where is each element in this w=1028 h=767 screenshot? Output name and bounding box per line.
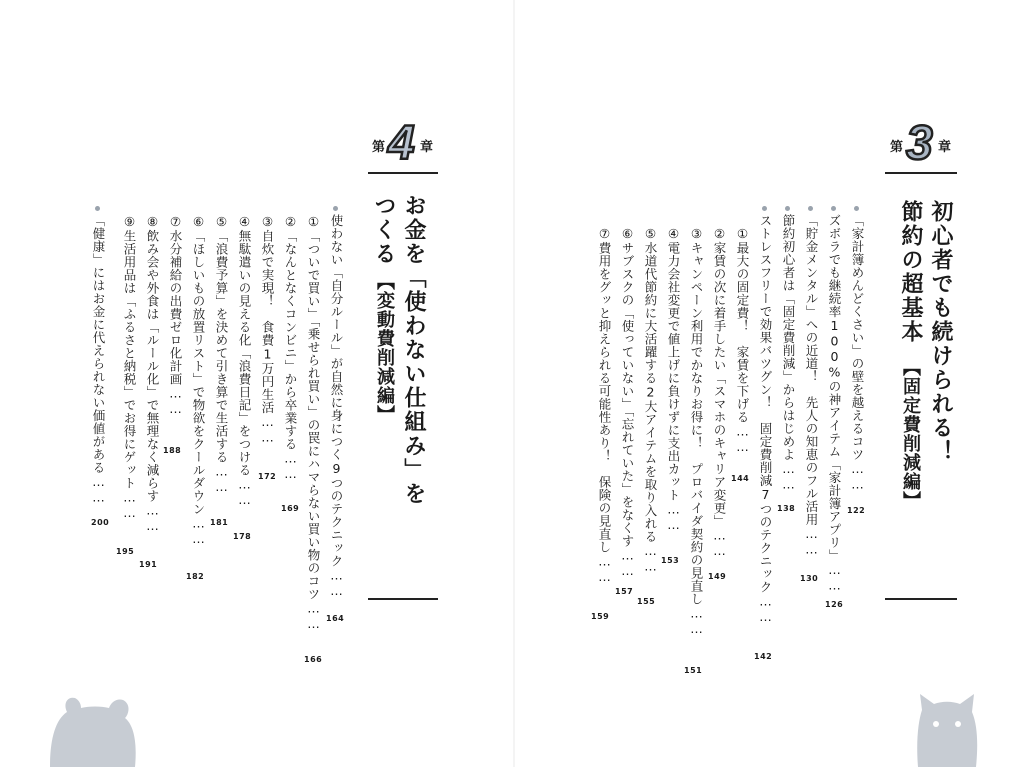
chapter-title-line2: 節約の超基本: [898, 200, 923, 344]
toc-entry[interactable]: 「健康」にはお金に代えられない価値がある……: [91, 214, 106, 505]
toc-page-number: 200: [91, 518, 110, 527]
toc-entry[interactable]: ③キャンペーン利用でかなりお得に！ プロバイダ契約の見直し……: [689, 226, 704, 637]
toc-page-number: 153: [661, 556, 680, 565]
toc-entry[interactable]: 使わない「自分ルール」が自然に身につく9つのテクニック……: [329, 214, 344, 599]
chapter-prefix: 第: [890, 140, 904, 155]
toc-entry[interactable]: 「家計簿めんどくさい」の壁を越えるコツ……: [850, 214, 865, 492]
chapter-rule-bottom: [885, 598, 957, 600]
bullet-marker: [785, 206, 790, 211]
toc-page-number: 188: [163, 446, 182, 455]
bullet-marker: [808, 206, 813, 211]
bullet-marker: [854, 206, 859, 211]
bullet-marker: [762, 206, 767, 211]
chapter-title-line1: お金を「使わない仕組み」を: [401, 194, 426, 506]
toc-page-number: 122: [847, 506, 866, 515]
toc-entry[interactable]: ④電力会社変更で値上げに負けずに支出カット……: [666, 226, 681, 533]
toc-page-number: 164: [326, 614, 345, 623]
toc-entry[interactable]: ズボラでも継続率100%の神アイテム「家計簿アプリ」……: [827, 214, 842, 593]
chapter-suffix: 章: [420, 140, 434, 155]
toc-page-number: 191: [139, 560, 158, 569]
toc-entry[interactable]: ⑥「ほしいもの放置リスト」で物欲をクールダウン……: [191, 214, 206, 547]
toc-entry[interactable]: ⑨生活用品は「ふるさと納税」でお得にゲット……: [122, 214, 137, 521]
page-chapter-3: [515, 0, 1028, 767]
toc-entry[interactable]: ②「なんとなくコンビニ」から卒業する……: [283, 214, 298, 482]
chapter-prefix: 第: [372, 140, 386, 155]
toc-page-number: 172: [258, 472, 277, 481]
sleeping-animal-icon: [45, 690, 140, 767]
toc-page-number: 130: [800, 574, 819, 583]
toc-page-number: 142: [754, 652, 773, 661]
toc-entry[interactable]: ①「ついで買い」「乗せられ買い」の罠にハマらない買い物のコツ……: [306, 214, 321, 632]
toc-entry[interactable]: 節約初心者は「固定費削減」からはじめよ……: [781, 214, 796, 492]
toc-page-number: 166: [304, 655, 323, 664]
toc-page-number: 157: [615, 587, 634, 596]
bullet-marker: [95, 206, 100, 211]
page-chapter-4: [0, 0, 513, 767]
toc-entry[interactable]: ⑥サブスクの「使っていない」「忘れていた」をなくす……: [620, 226, 635, 579]
toc-page-number: 151: [684, 666, 703, 675]
chapter-number: 3: [906, 117, 933, 170]
cat-icon: [912, 692, 982, 767]
chapter-rule-top: [885, 172, 957, 174]
toc-page-number: 169: [281, 504, 300, 513]
chapter-4-badge: [370, 117, 440, 170]
toc-entry[interactable]: ③自炊で実現！ 食費1万円生活……: [260, 214, 275, 445]
toc-page-number: 178: [233, 532, 252, 541]
chapter-subtitle: 【変動費削減編】: [374, 272, 395, 424]
chapter-rule-top: [368, 172, 438, 174]
bullet-marker: [333, 206, 338, 211]
chapter-title-line2: つくる: [371, 194, 396, 266]
toc-page-number: 126: [825, 600, 844, 609]
toc-entry[interactable]: ①最大の固定費！ 家賃を下げる……: [735, 226, 750, 455]
chapter-3-badge: [888, 117, 958, 170]
toc-page-number: 195: [116, 547, 135, 556]
toc-page-number: 159: [591, 612, 610, 621]
toc-entry[interactable]: ⑦水分補給の出費ゼロ化計画……: [168, 214, 183, 417]
toc-page-number: 181: [210, 518, 229, 527]
toc-page-number: 155: [637, 597, 656, 606]
toc-entry[interactable]: ④無駄遣いの見える化「浪費日記」をつける……: [237, 214, 252, 508]
toc-page-number: 149: [708, 572, 727, 581]
toc-entry[interactable]: ストレスフリーで効果バツグン！ 固定費削減7つのテクニック……: [758, 214, 773, 625]
chapter-title-line1: 初心者でも続けられる！: [928, 200, 953, 464]
toc-entry[interactable]: ⑤「浪費予算」を決めて引き算で生活する……: [214, 214, 229, 495]
chapter-suffix: 章: [938, 140, 952, 155]
toc-page-number: 144: [731, 474, 750, 483]
toc-entry[interactable]: ⑤水道代節約に大活躍する2大アイテムを取り入れる……: [643, 226, 658, 574]
chapter-number: 4: [388, 117, 415, 170]
toc-page-number: 138: [777, 504, 796, 513]
toc-entry[interactable]: ⑧飲み会や外食は「ルール化」で無理なく減らす……: [145, 214, 160, 534]
toc-entry[interactable]: ⑦費用をグッと抑えられる可能性あり！ 保険の見直し……: [597, 226, 612, 585]
chapter-rule-bottom: [368, 598, 438, 600]
bullet-marker: [831, 206, 836, 211]
toc-entry[interactable]: ②家賃の次に着手したい「スマホのキャリア変更」……: [712, 226, 727, 559]
chapter-subtitle: 【固定費削減編】: [900, 358, 921, 510]
toc-entry[interactable]: 「貯金メンタル」への近道！ 先人の知恵のフル活用……: [804, 214, 819, 557]
toc-page-number: 182: [186, 572, 205, 581]
